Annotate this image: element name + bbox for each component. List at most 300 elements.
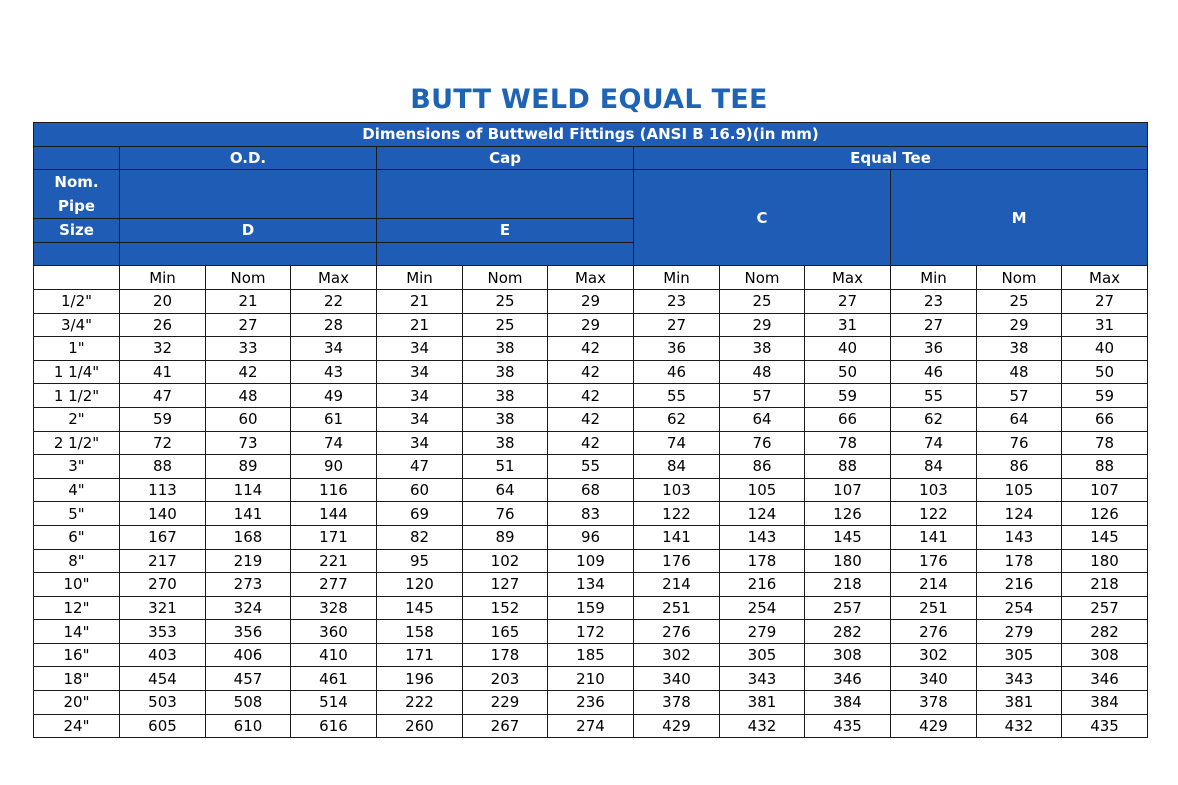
value-cell: 171 [291,525,377,549]
value-cell: 324 [206,596,291,620]
table-row [34,596,1148,620]
value-cell: 378 [634,691,720,715]
value-cell: 435 [1062,714,1148,738]
value-cell: 29 [720,313,805,337]
pipe-size-cell: 2" [34,407,120,431]
value-cell: 219 [206,549,291,573]
value-cell: 66 [805,407,891,431]
table-row [34,525,1148,549]
value-cell: 60 [377,478,463,502]
value-cell: 64 [720,407,805,431]
value-cell: 410 [291,643,377,667]
value-cell: 62 [891,407,977,431]
value-cell: 42 [206,360,291,384]
value-cell: 381 [720,691,805,715]
value-cell: 103 [634,478,720,502]
value-cell: 76 [463,502,548,526]
value-cell: 122 [891,502,977,526]
value-cell: 95 [377,549,463,573]
value-cell: 38 [463,360,548,384]
value-cell: 105 [977,478,1062,502]
value-cell: 51 [463,455,548,479]
value-cell: 343 [720,667,805,691]
pipe-size-cell: 10" [34,573,120,597]
table-row [34,289,1148,313]
subheader-cap-nom: Nom [463,266,548,290]
value-cell: 176 [891,549,977,573]
value-cell: 180 [805,549,891,573]
value-cell: 126 [1062,502,1148,526]
value-cell: 59 [1062,384,1148,408]
subheader-cap-min: Min [377,266,463,290]
value-cell: 72 [120,431,206,455]
subheader-od-min: Min [120,266,206,290]
value-cell: 145 [1062,525,1148,549]
value-cell: 21 [377,289,463,313]
value-cell: 168 [206,525,291,549]
value-cell: 276 [891,620,977,644]
value-cell: 274 [548,714,634,738]
value-cell: 216 [720,573,805,597]
value-cell: 159 [548,596,634,620]
value-cell: 251 [891,596,977,620]
value-cell: 27 [1062,289,1148,313]
value-cell: 432 [720,714,805,738]
value-cell: 435 [805,714,891,738]
subheader-m-min: Min [891,266,977,290]
value-cell: 120 [377,573,463,597]
value-cell: 38 [977,337,1062,361]
value-cell: 270 [120,573,206,597]
value-cell: 27 [891,313,977,337]
value-cell: 176 [634,549,720,573]
pipe-size-cell: 1 1/4" [34,360,120,384]
value-cell: 21 [377,313,463,337]
value-cell: 88 [120,455,206,479]
subheader-c-max: Max [805,266,891,290]
value-cell: 66 [1062,407,1148,431]
value-cell: 49 [291,384,377,408]
value-cell: 158 [377,620,463,644]
value-cell: 454 [120,667,206,691]
value-cell: 180 [1062,549,1148,573]
value-cell: 27 [634,313,720,337]
value-cell: 218 [805,573,891,597]
value-cell: 68 [548,478,634,502]
nom-pipe-size-header [34,170,120,219]
value-cell: 210 [548,667,634,691]
od-blank-cell [120,242,377,266]
value-cell: 86 [720,455,805,479]
value-cell: 178 [977,549,1062,573]
table-row [34,407,1148,431]
value-cell: 38 [463,384,548,408]
value-cell: 59 [120,407,206,431]
value-cell: 40 [805,337,891,361]
value-cell: 23 [891,289,977,313]
pipe-size-cell: 4" [34,478,120,502]
value-cell: 42 [548,360,634,384]
value-cell: 214 [891,573,977,597]
value-cell: 126 [805,502,891,526]
value-cell: 55 [634,384,720,408]
value-cell: 221 [291,549,377,573]
value-cell: 96 [548,525,634,549]
value-cell: 328 [291,596,377,620]
value-cell: 267 [463,714,548,738]
value-cell: 55 [548,455,634,479]
value-cell: 38 [463,431,548,455]
table-row [34,691,1148,715]
value-cell: 432 [977,714,1062,738]
value-cell: 62 [634,407,720,431]
value-cell: 165 [463,620,548,644]
value-cell: 340 [891,667,977,691]
value-cell: 124 [720,502,805,526]
value-cell: 145 [377,596,463,620]
pipe-size-cell: 18" [34,667,120,691]
symbol-d-header: D [120,219,377,243]
value-cell: 167 [120,525,206,549]
value-cell: 140 [120,502,206,526]
value-cell: 185 [548,643,634,667]
pipe-size-cell: 24" [34,714,120,738]
value-cell: 40 [1062,337,1148,361]
value-cell: 34 [377,431,463,455]
group-header-od: O.D. [120,146,377,170]
value-cell: 89 [463,525,548,549]
value-cell: 48 [977,360,1062,384]
value-cell: 22 [291,289,377,313]
value-cell: 144 [291,502,377,526]
value-cell: 282 [805,620,891,644]
value-cell: 57 [977,384,1062,408]
table-row [34,313,1148,337]
pipe-size-cell: 2 1/2" [34,431,120,455]
value-cell: 461 [291,667,377,691]
value-cell: 76 [977,431,1062,455]
value-cell: 48 [206,384,291,408]
value-cell: 38 [463,337,548,361]
value-cell: 116 [291,478,377,502]
value-cell: 276 [634,620,720,644]
value-cell: 124 [977,502,1062,526]
value-cell: 82 [377,525,463,549]
value-cell: 196 [377,667,463,691]
value-cell: 29 [548,313,634,337]
value-cell: 31 [1062,313,1148,337]
value-cell: 78 [1062,431,1148,455]
header-blank-cell [34,242,120,266]
value-cell: 429 [891,714,977,738]
pipe-size-cell: 12" [34,596,120,620]
value-cell: 257 [805,596,891,620]
value-cell: 381 [977,691,1062,715]
value-cell: 20 [120,289,206,313]
value-cell: 27 [206,313,291,337]
value-cell: 89 [206,455,291,479]
subheader-c-nom: Nom [720,266,805,290]
value-cell: 134 [548,573,634,597]
value-cell: 34 [377,384,463,408]
value-cell: 25 [977,289,1062,313]
table-row [34,714,1148,738]
table-row [34,549,1148,573]
value-cell: 141 [206,502,291,526]
value-cell: 172 [548,620,634,644]
value-cell: 64 [977,407,1062,431]
table-row [34,643,1148,667]
value-cell: 74 [291,431,377,455]
pipe-size-cell: 1/2" [34,289,120,313]
value-cell: 90 [291,455,377,479]
value-cell: 260 [377,714,463,738]
symbol-e-header: E [377,219,634,243]
dimensions-table [33,122,1148,738]
value-cell: 403 [120,643,206,667]
value-cell: 47 [377,455,463,479]
value-cell: 217 [120,549,206,573]
value-cell: 28 [291,313,377,337]
subheader-row [34,266,1148,290]
value-cell: 88 [1062,455,1148,479]
value-cell: 616 [291,714,377,738]
value-cell: 47 [120,384,206,408]
pipe-size-cell: 20" [34,691,120,715]
value-cell: 114 [206,478,291,502]
value-cell: 42 [548,384,634,408]
pipe-size-cell: 16" [34,643,120,667]
value-cell: 216 [977,573,1062,597]
table-row [34,573,1148,597]
value-cell: 321 [120,596,206,620]
size-label: Size [34,219,120,243]
value-cell: 203 [463,667,548,691]
table-row [34,620,1148,644]
value-cell: 34 [377,337,463,361]
value-cell: 360 [291,620,377,644]
value-cell: 29 [548,289,634,313]
value-cell: 305 [977,643,1062,667]
value-cell: 384 [805,691,891,715]
value-cell: 34 [291,337,377,361]
value-cell: 251 [634,596,720,620]
value-cell: 508 [206,691,291,715]
value-cell: 107 [1062,478,1148,502]
value-cell: 38 [720,337,805,361]
subheader-cap-max: Max [548,266,634,290]
table-row [34,384,1148,408]
value-cell: 46 [891,360,977,384]
value-cell: 25 [463,289,548,313]
value-cell: 273 [206,573,291,597]
value-cell: 610 [206,714,291,738]
value-cell: 64 [463,478,548,502]
value-cell: 74 [634,431,720,455]
value-cell: 34 [377,407,463,431]
value-cell: 406 [206,643,291,667]
value-cell: 25 [720,289,805,313]
page-title: BUTT WELD EQUAL TEE [410,84,768,115]
subheader-m-max: Max [1062,266,1148,290]
value-cell: 43 [291,360,377,384]
pipe-size-cell: 6" [34,525,120,549]
symbol-m-header: M [891,170,1148,266]
subheader-c-min: Min [634,266,720,290]
value-cell: 84 [634,455,720,479]
value-cell: 74 [891,431,977,455]
value-cell: 61 [291,407,377,431]
value-cell: 23 [634,289,720,313]
value-cell: 88 [805,455,891,479]
value-cell: 48 [720,360,805,384]
pipe-size-cell: 3/4" [34,313,120,337]
subheader-od-nom: Nom [206,266,291,290]
value-cell: 41 [120,360,206,384]
group-header-cap: Cap [377,146,634,170]
value-cell: 384 [1062,691,1148,715]
symbol-c-header: C [634,170,891,266]
subheader-m-nom: Nom [977,266,1062,290]
subheader-od-max: Max [291,266,377,290]
value-cell: 76 [720,431,805,455]
nom-label: Nom. [54,173,99,192]
value-cell: 152 [463,596,548,620]
value-cell: 143 [977,525,1062,549]
value-cell: 59 [805,384,891,408]
value-cell: 29 [977,313,1062,337]
value-cell: 21 [206,289,291,313]
value-cell: 302 [634,643,720,667]
value-cell: 122 [634,502,720,526]
value-cell: 26 [120,313,206,337]
value-cell: 236 [548,691,634,715]
table-row [34,478,1148,502]
value-cell: 214 [634,573,720,597]
value-cell: 109 [548,549,634,573]
value-cell: 308 [805,643,891,667]
value-cell: 178 [463,643,548,667]
table-row [34,360,1148,384]
value-cell: 605 [120,714,206,738]
value-cell: 229 [463,691,548,715]
value-cell: 503 [120,691,206,715]
table-caption: Dimensions of Buttweld Fittings (ANSI B 16.9)(in mm) [34,123,1148,147]
table-row [34,431,1148,455]
value-cell: 113 [120,478,206,502]
group-header-equal-tee: Equal Tee [634,146,1148,170]
value-cell: 127 [463,573,548,597]
value-cell: 36 [634,337,720,361]
value-cell: 356 [206,620,291,644]
value-cell: 32 [120,337,206,361]
value-cell: 429 [634,714,720,738]
value-cell: 31 [805,313,891,337]
value-cell: 105 [720,478,805,502]
subheader-blank-cell [34,266,120,290]
value-cell: 279 [720,620,805,644]
table-row [34,502,1148,526]
pipe-size-cell: 1" [34,337,120,361]
value-cell: 340 [634,667,720,691]
value-cell: 57 [720,384,805,408]
value-cell: 282 [1062,620,1148,644]
value-cell: 457 [206,667,291,691]
value-cell: 346 [1062,667,1148,691]
value-cell: 254 [977,596,1062,620]
value-cell: 141 [634,525,720,549]
value-cell: 60 [206,407,291,431]
table-row [34,455,1148,479]
value-cell: 38 [463,407,548,431]
value-cell: 353 [120,620,206,644]
pipe-size-cell: 1 1/2" [34,384,120,408]
table-row [34,667,1148,691]
value-cell: 222 [377,691,463,715]
value-cell: 277 [291,573,377,597]
cap-blank-cell [377,242,634,266]
pipe-size-cell: 3" [34,455,120,479]
value-cell: 308 [1062,643,1148,667]
value-cell: 279 [977,620,1062,644]
value-cell: 46 [634,360,720,384]
value-cell: 78 [805,431,891,455]
value-cell: 103 [891,478,977,502]
value-cell: 378 [891,691,977,715]
value-cell: 42 [548,431,634,455]
value-cell: 514 [291,691,377,715]
value-cell: 171 [377,643,463,667]
value-cell: 25 [463,313,548,337]
value-cell: 257 [1062,596,1148,620]
pipe-size-cell: 8" [34,549,120,573]
value-cell: 145 [805,525,891,549]
value-cell: 141 [891,525,977,549]
value-cell: 254 [720,596,805,620]
pipe-label: Pipe [57,197,96,216]
value-cell: 83 [548,502,634,526]
value-cell: 50 [1062,360,1148,384]
pipe-size-cell: 14" [34,620,120,644]
value-cell: 34 [377,360,463,384]
value-cell: 143 [720,525,805,549]
value-cell: 55 [891,384,977,408]
value-cell: 69 [377,502,463,526]
pipe-size-cell: 5" [34,502,120,526]
value-cell: 50 [805,360,891,384]
value-cell: 305 [720,643,805,667]
value-cell: 346 [805,667,891,691]
value-cell: 107 [805,478,891,502]
value-cell: 86 [977,455,1062,479]
value-cell: 102 [463,549,548,573]
value-cell: 178 [720,549,805,573]
header-blank-cell [34,146,120,170]
value-cell: 33 [206,337,291,361]
cap-spacer-cell [377,170,634,219]
value-cell: 42 [548,407,634,431]
value-cell: 84 [891,455,977,479]
value-cell: 302 [891,643,977,667]
value-cell: 343 [977,667,1062,691]
value-cell: 42 [548,337,634,361]
od-spacer-cell [120,170,377,219]
value-cell: 27 [805,289,891,313]
value-cell: 36 [891,337,977,361]
value-cell: 73 [206,431,291,455]
table-row [34,337,1148,361]
value-cell: 218 [1062,573,1148,597]
